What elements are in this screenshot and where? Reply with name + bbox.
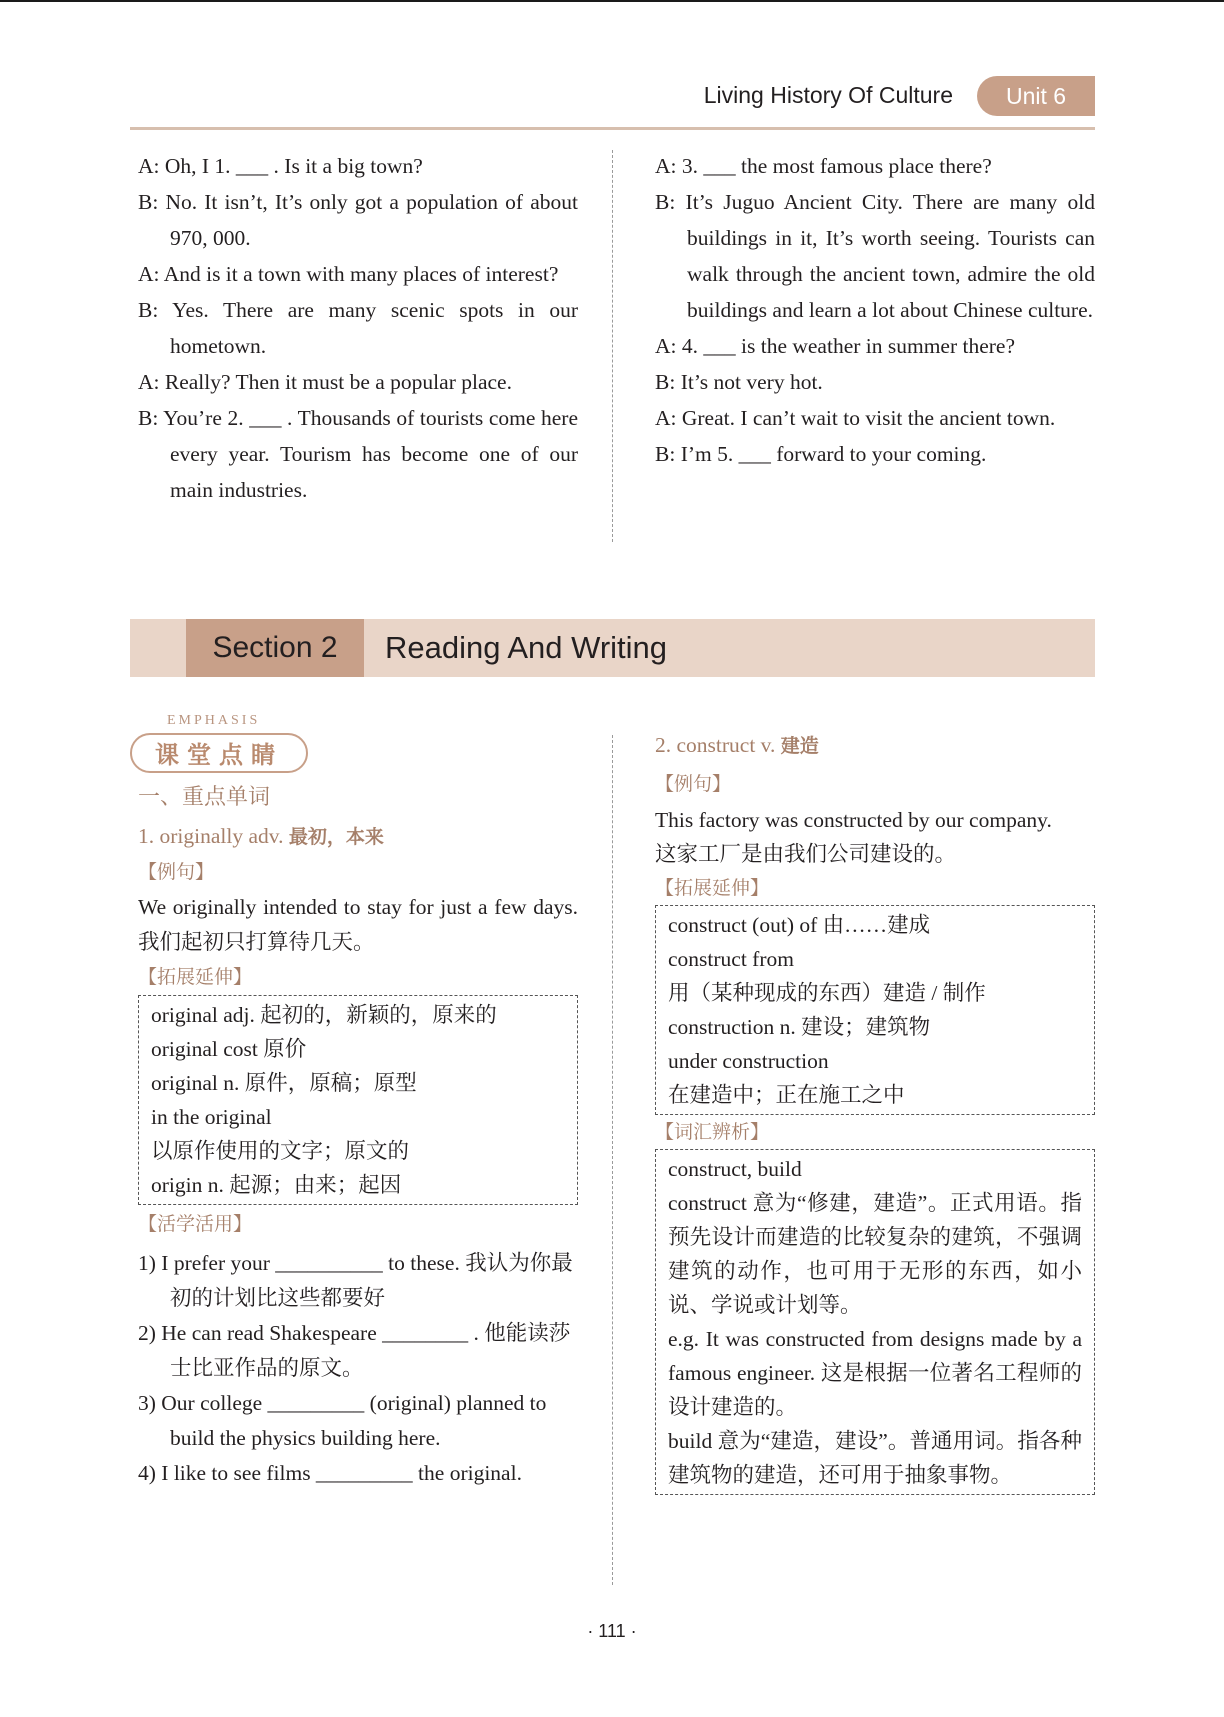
- page-header: [130, 72, 1095, 120]
- extension-line: in the original: [151, 1105, 272, 1129]
- vocab-heading: 一、重点单词: [138, 785, 271, 810]
- extension-line: original cost 原价: [151, 1037, 307, 1061]
- dialogue-line: A: Oh, I 1. ___ . Is it a big town?: [138, 154, 423, 178]
- extension-line: original n. 原件，原稿；原型: [151, 1071, 417, 1095]
- dialogue-line: A: Really? Then it must be a popular place.: [138, 370, 512, 394]
- extension-line: under construction: [668, 1049, 829, 1073]
- page-number: · 111 ·: [587, 1621, 637, 1641]
- dialogue-line: B: No. It isn’t, It’s only got a population of about 970, 000.: [138, 190, 578, 250]
- practice-label: 【活学活用】: [138, 1213, 253, 1235]
- extension-line: construct (out) of 由……建成: [668, 913, 931, 937]
- analysis-box: [655, 1149, 1095, 1495]
- dialogue-line: A: 4. ___ is the weather in summer there?: [655, 334, 1016, 358]
- practice-item: 1) I prefer your __________ to these. 我认为你最初的计划比这些都要好: [138, 1251, 573, 1310]
- extension-line: 用（某种现成的东西）建造 / 制作: [668, 981, 986, 1005]
- extension-line: origin n. 起源；由来；起因: [151, 1173, 402, 1197]
- extension-box: [655, 905, 1095, 1115]
- extension-label: 【拓展延伸】: [655, 877, 770, 899]
- extension-box: [138, 995, 578, 1205]
- word-entry-1: [138, 819, 578, 855]
- example-sentence-en: This factory was constructed by our company.: [655, 808, 1052, 832]
- dialogue-line: A: 3. ___ the most famous place there?: [655, 154, 992, 178]
- emphasis-label-en: EMPHASIS: [167, 713, 261, 728]
- practice-item: 4) I like to see films _________ the original.: [138, 1461, 522, 1485]
- word-meaning: 最初，本来: [288, 826, 384, 848]
- analysis-line: build 意为“建造，建设”。普通用词。指各种建筑物的建造，还可用于抽象事物。: [668, 1429, 1082, 1487]
- example-label: 【例句】: [138, 861, 215, 883]
- extension-line: 在建造中；正在施工之中: [668, 1083, 905, 1107]
- example-label: 【例句】: [655, 773, 732, 795]
- section-number: Section 2: [186, 619, 364, 677]
- unit-badge: Unit 6: [977, 76, 1095, 116]
- extension-line: construction n. 建设；建筑物: [668, 1015, 931, 1039]
- analysis-line: construct, build: [668, 1157, 802, 1181]
- example-sentence: We originally intended to stay for just a few days. 我们起初只打算待几天。: [138, 895, 578, 954]
- dialogue-line: B: You’re 2. ___ . Thousands of tourists come here every year. Tourism has become one of our main industries.: [138, 406, 578, 502]
- word-entry-2: [655, 728, 1095, 763]
- extension-line: 以原作使用的文字；原文的: [151, 1139, 410, 1163]
- extension-line: construct from: [668, 947, 794, 971]
- dialogue-right: [655, 148, 1095, 472]
- analysis-label: 【词汇辨析】: [655, 1121, 770, 1143]
- dialogue-line: A: And is it a town with many places of interest?: [138, 262, 559, 286]
- dialogue-line: B: It’s not very hot.: [655, 370, 823, 394]
- dialogue-line: B: It’s Juguo Ancient City. There are many old buildings in it, It’s worth seeing. Tourists can walk through the ancient town, admire the old buildings and learn a lot about Chinese culture.: [655, 190, 1095, 322]
- header-title: Living History Of Culture: [703, 82, 953, 108]
- dialogue-left: [138, 148, 578, 508]
- practice-item: 2) He can read Shakespeare ________ . 他能读莎士比亚作品的原文。: [138, 1321, 571, 1380]
- section-title: Reading And Writing: [385, 630, 668, 665]
- emphasis-badge: 课堂点睛: [130, 733, 308, 773]
- extension-label: 【拓展延伸】: [138, 966, 253, 988]
- top-border: [0, 0, 1224, 2]
- column-divider: [612, 150, 613, 542]
- practice-item: 3) Our college _________ (original) planned to build the physics building here.: [138, 1391, 547, 1450]
- column-divider: [612, 735, 613, 1585]
- right-vocab-column: [655, 728, 1095, 1495]
- word-meaning: 建造: [780, 735, 819, 757]
- analysis-line: construct 意为“修建，建造”。正式用语。指预先设计而建造的比较复杂的建筑，不强调建筑的动作，也可用于无形的东西，如小说、学说或计划等。: [668, 1191, 1082, 1317]
- word-term: 1. originally adv.: [138, 824, 284, 848]
- analysis-line: e.g. It was constructed from designs made by a famous engineer. 这是根据一位著名工程师的设计建造的。: [668, 1327, 1082, 1419]
- example-sentence-zh: 这家工厂是由我们公司建设的。: [655, 842, 957, 866]
- dialogue-line: B: Yes. There are many scenic spots in our hometown.: [138, 298, 578, 358]
- extension-line: original adj. 起初的，新颖的，原来的: [151, 1003, 497, 1027]
- word-term: 2. construct v.: [655, 733, 776, 757]
- header-rule: [130, 127, 1095, 130]
- dialogue-line: A: Great. I can’t wait to visit the ancient town.: [655, 406, 1056, 430]
- section-bar: [130, 619, 1095, 677]
- dialogue-line: B: I’m 5. ___ forward to your coming.: [655, 442, 987, 466]
- left-vocab-column: [138, 780, 578, 1491]
